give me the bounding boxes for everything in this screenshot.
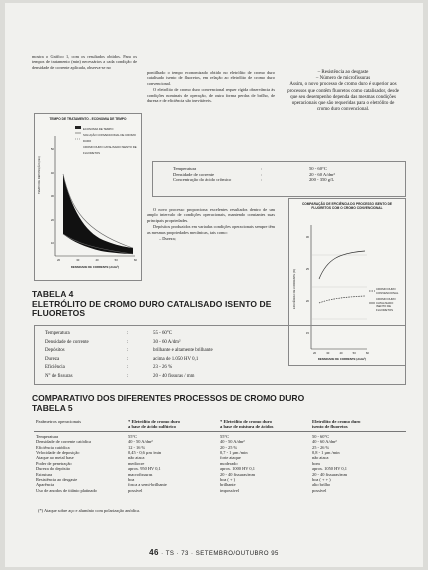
spec-value: 20 - 40 fissuras / mm xyxy=(153,373,195,379)
table-cell: brilhante xyxy=(220,482,236,488)
spec-row: Depósitos : brilhante e altamente brilhante xyxy=(45,347,405,356)
paragraph: O novo processo proporciona excelentes resultados dentro de um amplo intervalo de condições operacionais, mantendo constantes suas principais propriedades. xyxy=(147,207,275,223)
legend-label: SOLUÇÃO CONVENCIONAL DE CROMO DURO xyxy=(83,133,136,143)
y-tick: 20 xyxy=(50,217,54,222)
spec-row: Dureza : acima de 1.050 HV 0,1 xyxy=(45,356,405,365)
spec-row: Densidade de corrente : 30 - 60 A/dm² xyxy=(45,339,405,348)
x-tick: 60 xyxy=(133,258,137,262)
table-cell: possível xyxy=(128,487,143,493)
spec-row: Eficiência : 23 - 26 % xyxy=(45,364,405,373)
table-cell: boa ( + ) xyxy=(220,477,236,483)
table-cell: 40 - 50 A/dm² xyxy=(128,439,153,445)
x-tick: 30 xyxy=(76,258,80,262)
y-tick: 40 xyxy=(50,170,54,175)
table-cell: Uso de anodos de titânio platinado xyxy=(36,487,97,493)
series-fluoride-free xyxy=(319,251,365,279)
page-footer xyxy=(5,548,423,557)
chart-legend xyxy=(376,288,404,313)
legend-swatch xyxy=(75,126,81,129)
table-cell: aprox. 950 HV 0,1 xyxy=(128,466,161,472)
column-1-text xyxy=(32,54,137,71)
spec-label: Temperatura xyxy=(173,166,197,171)
column-header: * Eletrólito de cromo duro a base de ácido sulfúrico xyxy=(126,418,218,431)
table-cell: impossível xyxy=(220,487,240,493)
spec-label: Temperatura xyxy=(45,331,70,336)
y-tick: 30 xyxy=(305,235,309,239)
spec-value: 50 - 60°C xyxy=(309,166,327,171)
spec-value: acima de 1.050 HV 0,1 xyxy=(153,356,199,362)
table-cell: alto brilho xyxy=(312,482,331,488)
column-2-text xyxy=(147,70,275,104)
spec-label: N° de fissuras xyxy=(45,373,73,379)
paragraph: – Dureza; xyxy=(159,236,176,242)
spec-label: Depósitos xyxy=(45,348,65,354)
table-cell: moderado xyxy=(220,460,238,466)
y-tick: 25 xyxy=(305,267,309,271)
spec-value: 30 - 60 A/dm² xyxy=(153,339,181,345)
legend-label: CROMO DURO CATALISADO ISENTO DE FLUORETOS xyxy=(376,297,396,312)
table-cell: 55°C xyxy=(220,433,230,439)
spec-label: Densidade de corrente xyxy=(45,339,89,345)
table-cell-column xyxy=(218,431,310,495)
spec-row: Densidade de corrente : 20 - 60 A/dm² xyxy=(173,171,335,177)
spec-value: 55 - 60°C xyxy=(153,331,173,336)
table-cell: forte ataque xyxy=(220,455,241,461)
table-cell: bom xyxy=(312,460,320,466)
table-cell: 0,8 - 1 µm /min xyxy=(312,450,340,456)
paragraph: mostra o Gráfico 1, com os resultados obtidos. Para os tempos de tratamento (min) necessários a cada condição de densidade de corrente aplicada, observa-se no xyxy=(32,54,137,70)
x-tick: 30 xyxy=(326,351,330,355)
table-cell: 12 - 16 % xyxy=(128,444,146,450)
paragraph: O eletrólito de cromo duro convencional requer rígida observância às condições nominais de operação, de outra forma perdas de brilho, de dureza e de eficiência são inevitáveis. xyxy=(147,87,275,104)
x-tick: 20 xyxy=(57,258,61,262)
table-cell: possível xyxy=(312,487,327,493)
table-cell: fosca a semi-brilhante xyxy=(128,482,167,488)
table-cell: boa xyxy=(128,477,135,483)
chart-title: COMPARAÇÃO DE EFICIÊNCIA DO PROCESSO ISENTO DE FLUORETOS COM O CROMO CONVENCIONAL xyxy=(301,202,393,210)
column-header: Eletrólito de cromo duro isento de fluoretos xyxy=(310,418,406,431)
table-4-box xyxy=(34,325,406,385)
chart-legend xyxy=(83,126,138,156)
table-cell: 25 - 26 % xyxy=(312,444,330,450)
spec-label: Densidade de corrente xyxy=(173,171,215,177)
table-cell: não ataca xyxy=(312,455,329,461)
spec-row: Temperatura : 50 - 60°C xyxy=(173,166,327,171)
footnote: (*) Ataque sobre aço e alumínio com polarização anódica. xyxy=(38,508,141,513)
spec-label: Dureza xyxy=(45,356,60,362)
legend-label: CROMO DURO CONVENCIONAL xyxy=(376,287,399,295)
table-cell-column xyxy=(126,431,218,495)
y-axis-label: EFICIÊNCIA DE CORRENTE (%) xyxy=(293,268,296,309)
table-cell: mediocre xyxy=(128,460,145,466)
time-savings-area xyxy=(63,174,133,254)
table-cell: aprox. 1000 HV 0,1 xyxy=(220,466,255,472)
x-tick-labels xyxy=(57,258,137,262)
comparison-table xyxy=(34,418,406,495)
spec-label: Concentração do ácido crômico xyxy=(173,177,232,183)
table-cell: Estrutura xyxy=(36,471,53,477)
table-4-title: TABELA 4 ELETRÓLITO DE CROMO DURO CATALISADO ISENTO DE FLUORETOS xyxy=(32,289,272,318)
table-row xyxy=(34,431,406,495)
table-5-title: COMPARATIVO DOS DIFERENTES PROCESSOS DE CROMO DURO TABELA 5 xyxy=(32,393,305,413)
table-cell: 55°C xyxy=(128,433,138,439)
column-header: Parâmetros operacionais xyxy=(34,418,126,431)
y-tick: 10 xyxy=(50,241,54,245)
y-tick: 15 xyxy=(305,331,309,335)
table-cell: 40 - 60 A/dm² xyxy=(312,439,337,445)
table-cell: 0,45 - 0,6 µm /min xyxy=(128,450,162,456)
spec-row: Temperatura : 55 - 60°C xyxy=(45,330,405,339)
legend-label: CROMO DURO CATALISADO ISENTO DE FLUORETOS xyxy=(83,145,137,155)
x-axis-label: DENSIDADE DE CORRENTE (A/dm²) xyxy=(70,265,120,269)
spec-value: 200 - 350 g/L xyxy=(309,177,335,183)
table-cell: macrofissuras xyxy=(128,471,153,477)
x-tick: 20 xyxy=(313,351,317,355)
legend-label: ECONOMIA DE TEMPO xyxy=(83,127,114,131)
x-tick: 40 xyxy=(339,351,343,355)
x-tick: 40 xyxy=(95,258,99,262)
paragraph: Depósitos produzidos em variadas condições operacionais sempre têm as mesmas propriedades mecânicas, tais como: xyxy=(147,224,275,235)
table-cell-column xyxy=(34,431,126,495)
table-body xyxy=(34,431,406,495)
y-tick: 50 xyxy=(50,147,54,151)
table-cell-column xyxy=(310,431,406,495)
table-cell: 40 - 50 A/dm² xyxy=(220,439,245,445)
y-tick: 30 xyxy=(50,194,54,198)
table-cell: Velocidade de deposição xyxy=(36,450,80,456)
table-cell: não ataca xyxy=(128,455,145,461)
x-axis-label: DENSIDADE DE CORRENTE (A/dm²) xyxy=(317,357,367,361)
table-cell: aprox. 1050 HV 0,1 xyxy=(312,466,347,472)
column-3-text xyxy=(287,70,399,114)
y-tick-labels xyxy=(46,138,54,256)
table-cell: Temperatura xyxy=(36,433,59,439)
column-header: * Eletrólito de cromo duro a base de mistura de ácidos xyxy=(218,418,310,431)
table-cell: 0,7 - 1 µm /min xyxy=(220,450,248,456)
issue-info: · TS · 73 · SETEMBRO/OUTUBRO 95 xyxy=(161,551,279,557)
table-cell: 50 - 60°C xyxy=(312,433,330,439)
table-cell: boa ( + + ) xyxy=(312,477,331,483)
table-cell: Densidade de corrente catódica xyxy=(36,439,91,445)
magazine-page xyxy=(5,3,423,567)
table-cell: 20 - 40 fissuras/mm xyxy=(312,471,348,477)
table-header-row xyxy=(34,418,406,431)
table-cell: Eficiência catódica xyxy=(36,444,70,450)
table-cell: Ataque ao metal base xyxy=(36,455,74,461)
table-cell: Poder de penetração xyxy=(36,460,72,466)
y-axis-label: TEMPO DE DEPOSIÇÃO (min) xyxy=(38,156,41,194)
spec-row: Concentração do ácido crômico : 200 - 350 g/L xyxy=(173,177,335,183)
paragraph: pontilhado o tempo economizado obtido no eletrólito de cromo duro catalisado isento de fluoretos, em relação ao eletrólito de cromo duro convencional. xyxy=(147,70,275,86)
spec-label: Eficiência xyxy=(45,365,65,371)
paragraph: – Resistência ao desgaste – Número de microfissuras Assim, o novo processo de cromo duro é superior aos processos que contêm fluoretos como catalisador, desde que seu desempenho dependa das mesmas condições operacionais que são requeridas para o eletrólito de cromo duro convencional. xyxy=(287,70,399,113)
y-tick: 20 xyxy=(305,299,309,303)
spec-value: 23 - 26 % xyxy=(153,365,173,371)
table-cell: Dureza do depósito xyxy=(36,466,71,472)
table-cell: 20 - 40 fissuras/mm xyxy=(220,471,256,477)
page-number: 46 xyxy=(149,548,159,557)
chart-title: TEMPO DE TRATAMENTO - ECONOMIA DE TEMPO xyxy=(49,117,127,121)
series-conventional xyxy=(319,296,365,303)
column-2-text-lower xyxy=(147,207,275,242)
table-cell: Resistência ao desgaste xyxy=(36,477,78,483)
table-cell: Aparência xyxy=(36,482,55,488)
table-cell: 20 - 25 % xyxy=(220,444,238,450)
x-tick: 50 xyxy=(114,258,118,262)
operating-conditions-box xyxy=(152,161,406,197)
x-tick: 50 xyxy=(352,351,356,355)
spec-row: N° de fissuras : 20 - 40 fissuras / mm xyxy=(45,373,405,382)
x-tick: 60 xyxy=(365,351,369,355)
spec-value: 20 - 60 A/dm² xyxy=(309,171,335,177)
spec-value: brilhante e altamente brilhante xyxy=(153,348,213,354)
chart-time-savings xyxy=(34,113,142,281)
